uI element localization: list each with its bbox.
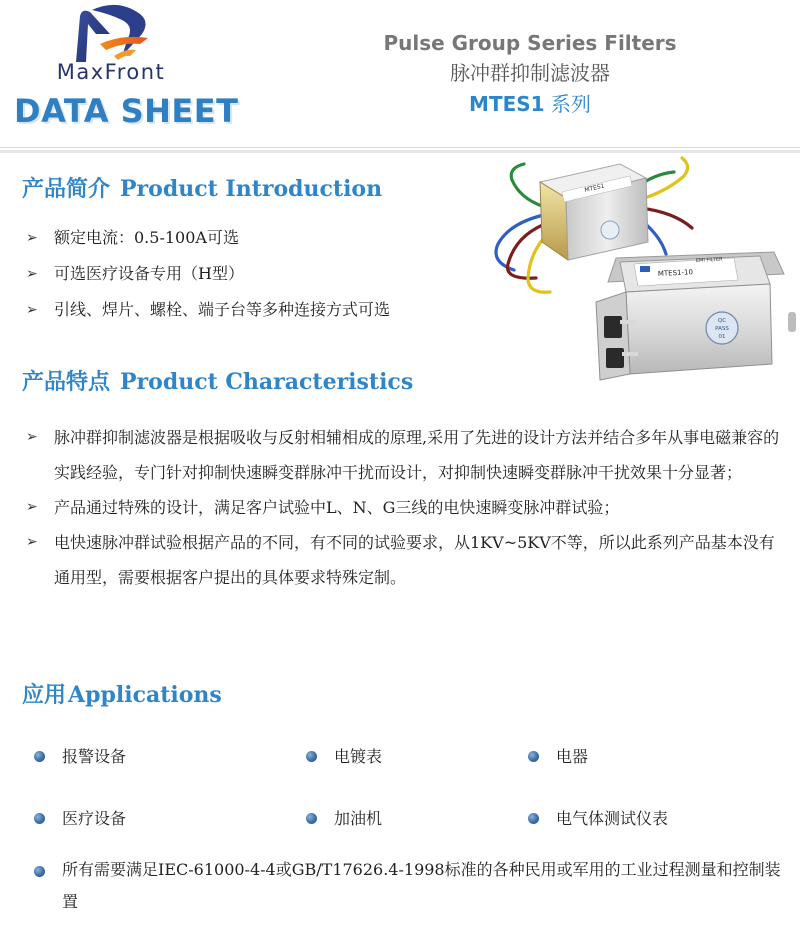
application-item: 电气体测试仪表 <box>556 808 668 830</box>
small-filter-body <box>540 164 648 260</box>
list-item: ➢ 额定电流：0.5-100A可选 <box>26 220 390 256</box>
section-title-cn: 产品简介 <box>22 176 111 202</box>
list-item: ➢ 产品通过特殊的设计，满足客户试验中L、N、G三线的电快速瞬变脉冲群试验； <box>26 490 786 525</box>
datasheet-label: DATA SHEET <box>14 92 239 130</box>
round-bullet-icon <box>306 813 317 824</box>
maxfront-logo-icon <box>70 4 152 66</box>
round-bullet-icon <box>34 866 45 877</box>
section-title-en: Applications <box>68 682 222 708</box>
arrow-bullet-icon: ➢ <box>26 266 38 282</box>
pass-badge-line-1: QC <box>717 318 727 324</box>
pass-badge-line-2: PASS <box>715 326 729 332</box>
round-bullet-icon <box>528 813 539 824</box>
title-chinese: 脉冲群抑制滤波器 <box>450 61 610 85</box>
title-english: Pulse Group Series Filters <box>383 31 677 55</box>
application-item: 加油机 <box>334 808 382 830</box>
arrow-bullet-icon: ➢ <box>26 302 38 318</box>
arrow-bullet-icon: ➢ <box>26 230 38 246</box>
application-item: 报警设备 <box>62 746 126 768</box>
large-filter-body <box>596 252 796 380</box>
list-item: ➢ 电快速脉冲群试验根据产品的不同，有不同的试验要求，从1KV~5KV不等，所以此系列产品基本没有通用型，需要根据客户提出的具体要求特殊定制。 <box>26 525 786 595</box>
application-item: 电器 <box>556 746 588 768</box>
product-photo <box>470 152 800 382</box>
arrow-bullet-icon: ➢ <box>26 499 38 515</box>
small-filter-label: MTES1 <box>583 182 606 194</box>
section-title-applications <box>22 678 222 709</box>
arrow-bullet-icon: ➢ <box>26 534 38 550</box>
header-divider-line <box>0 147 800 148</box>
arrow-bullet-icon: ➢ <box>26 429 38 445</box>
large-filter-label: MTES1-10 <box>657 268 694 278</box>
header <box>0 0 800 152</box>
title-model <box>290 88 770 120</box>
section-title-introduction <box>22 172 382 203</box>
section-title-en: Product Introduction <box>120 176 383 202</box>
application-item: 医疗设备 <box>62 808 126 830</box>
series-word: 系列 <box>544 92 591 116</box>
pass-badge-line-3: 01 <box>718 334 726 340</box>
application-item: 电镀表 <box>334 746 382 768</box>
document-title <box>290 28 770 120</box>
section-title-cn: 应用 <box>22 682 67 708</box>
filter-type-text: EMI FILTER <box>695 256 723 264</box>
list-item: ➢ 可选医疗设备专用（H型） <box>26 256 390 292</box>
round-bullet-icon <box>34 751 45 762</box>
application-item-wide: 所有需要满足IEC-61000-4-4或GB/T17626.4-1998标准的各种民用或军用的工业过程测量和控制装置 <box>62 854 782 918</box>
characteristics-list <box>26 420 786 595</box>
list-item: ➢ 脉冲群抑制滤波器是根据吸收与反射相辅相成的原理,采用了先进的设计方法并结合多年从事电磁兼容的实践经验，专门针对抑制快速瞬变群脉冲干扰而设计，对抑制快速瞬变群脉冲干扰效果十分显著； <box>26 420 786 490</box>
introduction-list <box>26 220 390 328</box>
model-number: MTES1 <box>469 92 545 116</box>
brand-name: MaxFront <box>56 60 166 84</box>
section-title-en: Product Characteristics <box>120 369 414 395</box>
section-title-cn: 产品特点 <box>22 369 111 395</box>
list-item: ➢ 引线、焊片、螺栓、端子台等多种连接方式可选 <box>26 292 390 328</box>
round-bullet-icon <box>34 813 45 824</box>
section-title-characteristics <box>22 365 413 396</box>
round-bullet-icon <box>306 751 317 762</box>
round-bullet-icon <box>528 751 539 762</box>
